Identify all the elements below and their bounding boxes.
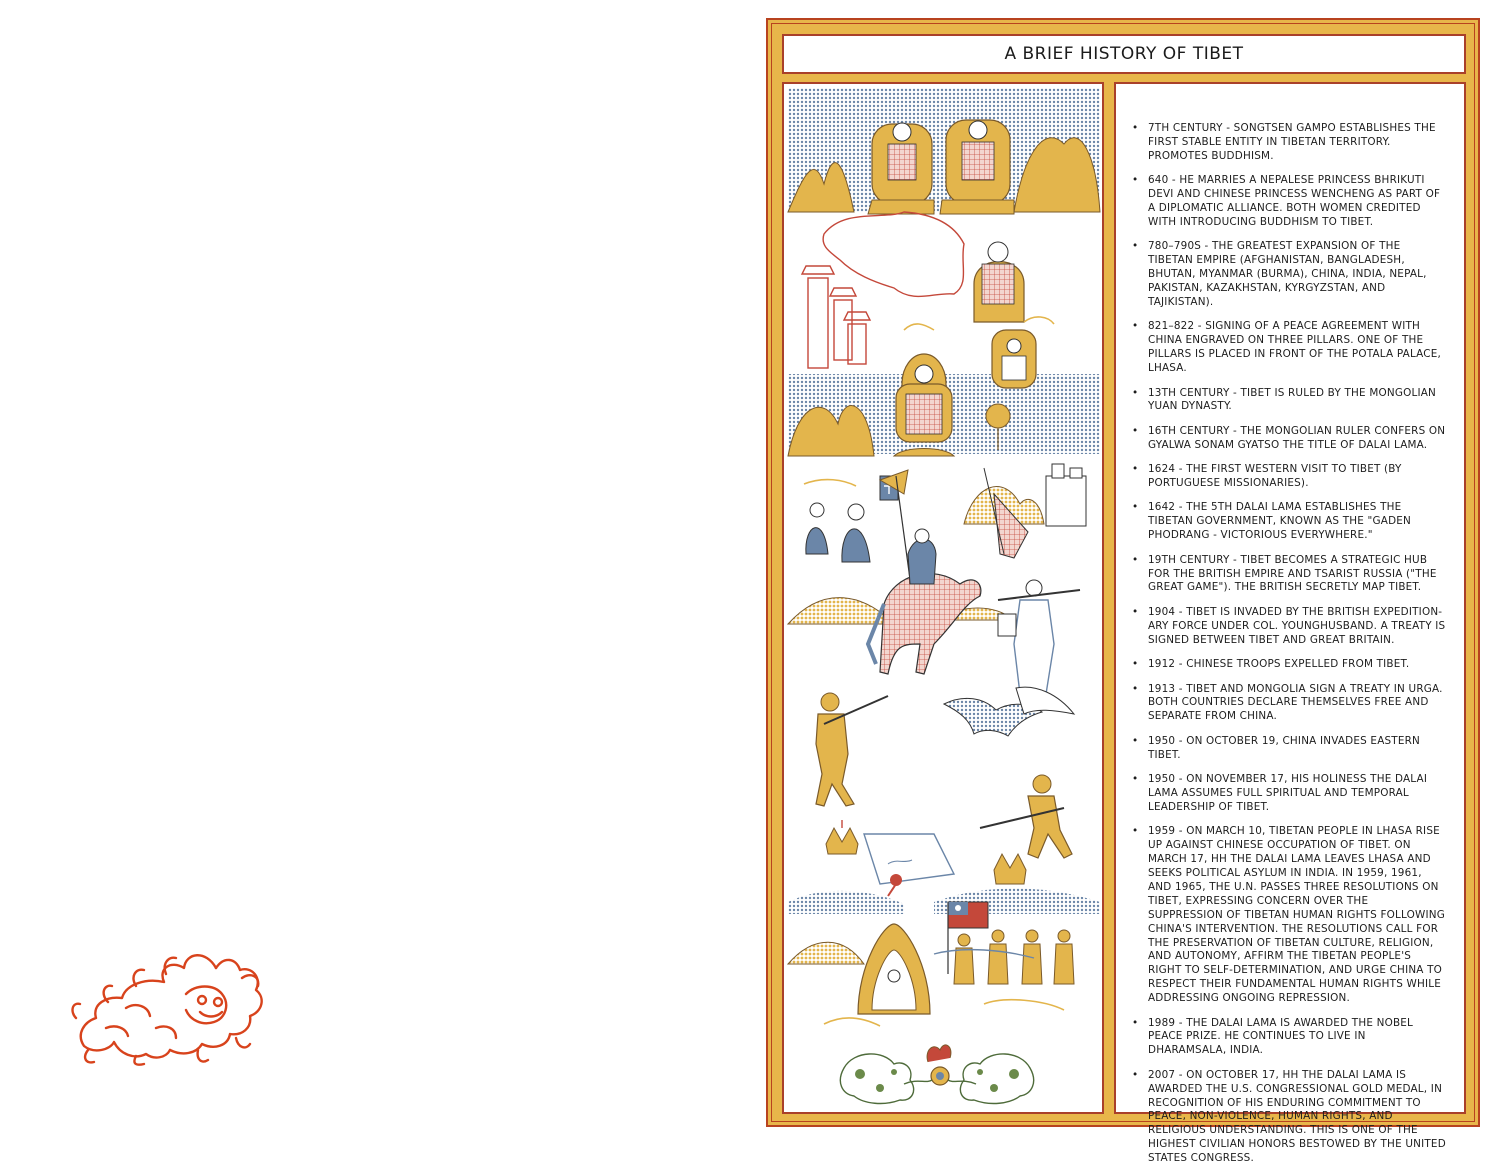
timeline-item: • 1950 - ON NOVEMBER 17, HIS HOLINESS THE DALAI LAMA ASSUMES FULL SPIRITUAL AND TEMPORAL LEADERSHIP OF TIBET. [1130,773,1446,815]
eagle [944,687,1074,736]
tibet-map-outline [823,212,964,296]
timeline-panel [1114,82,1466,1165]
timeline-item: • 7TH CENTURY - SONGTSEN GAMPO ESTABLISHES THE FIRST STABLE ENTITY IN TIBETAN TERRITORY. PROMOTES BUDDHISM. [1130,122,1446,164]
timeline-item: • 13TH CENTURY - TIBET IS RULED BY THE MONGOLIAN YUAN DYNASTY. [1130,387,1446,415]
timeline-item: • 1959 - ON MARCH 10, TIBETAN PEOPLE IN LHASA RISE UP AGAINST CHINESE OCCUPATION OF TIBET. ON MARCH 17, HH THE DALAI LAMA LEAVES LHASA AND SEEKS POLITICAL ASYLUM IN INDIA. IN 1959, 1961, AND 1965, THE U.N. PASSES THREE RESOLUTIONS ON TIBET, EXPRESSING CONCERN OVER THE SUPPRESSION OF TIBETAN HUMAN RIGHTS FOLLOWING CHINA'S INTERVENTION. THE RESOLUTIONS CALL FOR THE PRESERVATION OF TIBETAN CULTURE, RELIGION, AND AUTONOMY, AFFIRM THE TIBETAN PEOPLE'S RIGHT TO SELF-DETERMINATION, AND URGE CHINA TO RESPECT THEIR FUNDAMENTAL HUMAN RIGHTS WHILE ADDRESSING ONGOING REPRESSION. [1130,825,1446,1006]
missionaries [804,476,898,562]
timeline-item: • 1904 - TIBET IS INVADED BY THE BRITISH EXPEDITION- ARY FORCE UNDER COL. YOUNGHUSBAND. A TREATY IS SIGNED BETWEEN TIBET AND GREAT BRITAIN. [1130,606,1446,648]
timeline-list [1116,84,1464,1166]
timeline-item: • 1950 - ON OCTOBER 19, CHINA INVADES EASTERN TIBET. [1130,735,1446,763]
mongol-ruler [904,242,1054,330]
timeline-item: • 780–790S - THE GREATEST EXPANSION OF THE TIBETAN EMPIRE (AFGHANISTAN, BANGLADESH, BHUTAN, MYANMAR (BURMA), CHINA, INDIA, NEPAL, PAKISTAN, KAZAKHSTAN, KYRGYZSTAN, AND TAJIKISTAN). [1130,240,1446,310]
timeline-item: • 16TH CENTURY - THE MONGOLIAN RULER CONFERS ON GYALWA SONAM GYATSO THE TITLE OF DALAI LAMA. [1130,425,1446,453]
page-title: A BRIEF HISTORY OF TIBET [1004,44,1244,64]
three-pillars [802,266,870,368]
snow-lion-icon [66,938,270,1068]
timeline-item: • 2007 - ON OCTOBER 17, HH THE DALAI LAMA IS AWARDED THE U.S. CONGRESSIONAL GOLD MEDAL, IN RECOGNITION OF HIS ENDURING COMMITMENT TO PEACE, NON-VIOLENCE, HUMAN RIGHTS, AND RELIGIOUS UNDERSTANDING. THIS IS ONE OF THE HIGHEST CIVILIAN HONORS BESTOWED BY THE UNITED STATES CONGRESS. [1130,1069,1446,1166]
timeline-item: • 1912 - CHINESE TROOPS EXPELLED FROM TIBET. [1130,658,1446,672]
timeline-item: • 1642 - THE 5TH DALAI LAMA ESTABLISHES THE TIBETAN GOVERNMENT, KNOWN AS THE "GADEN PHODRANG - VICTORIOUS EVERYWHERE." [1130,501,1446,543]
timeline-item: • 821–822 - SIGNING OF A PEACE AGREEMENT WITH CHINA ENGRAVED ON THREE PILLARS. ONE OF THE PILLARS IS PLACED IN FRONT OF THE POTALA PALACE, LHASA. [1130,320,1446,376]
soldier-with-rifle [998,580,1080,694]
title-box [782,34,1466,74]
fort-and-mountain [964,464,1086,558]
timeline-item: • 1624 - THE FIRST WESTERN VISIT TO TIBET (BY PORTUGUESE MISSIONARIES). [1130,463,1446,491]
timeline-item: • 19TH CENTURY - TIBET BECOMES A STRATEGIC HUB FOR THE BRITISH EMPIRE AND TSARIST RUSSIA ("THE GREAT GAME"). THE BRITISH SECRETLY MAP TIBET. [1130,554,1446,596]
illustration-panel [782,82,1104,1114]
timeline-item: • 1913 - TIBET AND MONGOLIA SIGN A TREATY IN URGA. BOTH COUNTRIES DECLARE THEMSELVES FREE AND SEPARATE FROM CHINA. [1130,683,1446,725]
timeline-item: • 640 - HE MARRIES A NEPALESE PRINCESS BHRIKUTI DEVI AND CHINESE PRINCESS WENCHENG AS PART OF A DIPLOMATIC ALLIANCE. BOTH WOMEN CREDITED WITH INTRODUCING BUDDHISM TO TIBET. [1130,174,1446,230]
illustration-column [784,84,1102,1112]
timeline-item: • 1989 - THE DALAI LAMA IS AWARDED THE NOBEL PEACE PRIZE. HE CONTINUES TO LIVE IN DHARAMSALA, INDIA. [1130,1017,1446,1059]
dalai-lama-seated [788,330,1100,456]
soldiers-with-flag [788,902,1074,1026]
kings-on-thrones [788,88,1100,214]
snow-lions-with-jewel [840,1045,1033,1104]
